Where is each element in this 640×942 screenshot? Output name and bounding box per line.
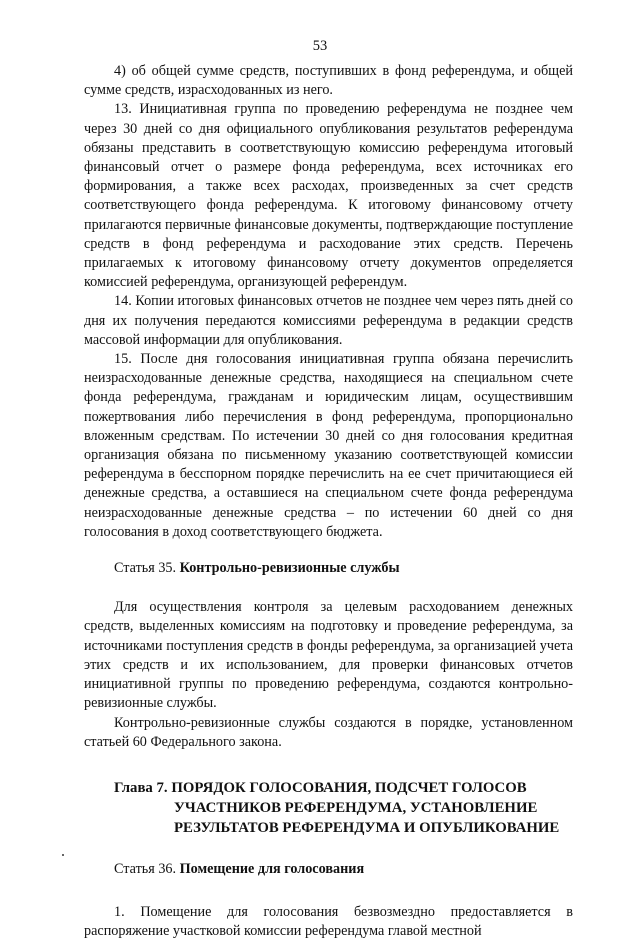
chapter-7-label: Глава 7. xyxy=(114,779,168,796)
paragraph-item-15: 15. После дня голосования инициативная группа обязана перечислить неизрасходованные денежные средства, находящиеся на специальном счете фонда референдума, гражданам и юридическим лицам, осуществившим пожертвования либо перечисления в фонд референдума, пропорционально вложенным средствам. По истечении 30 дней со дня голосования кредитная организация обязана по письменному указанию соответствующей комиссии референдума в бесспорном порядке перечислить на ее счет причитающиеся ей денежные средства, а оставшиеся на специальном счете фонда референдума неизрасходованные денежные средства – по истечении 60 дней со дня голосования в доход соответствующего бюджета. xyxy=(84,351,573,540)
chapter-7-heading xyxy=(84,778,573,838)
article-36-number: Статья 36. xyxy=(114,860,177,877)
scan-speck xyxy=(62,854,64,856)
chapter-7-title-line: РЕЗУЛЬТАТОВ РЕФЕРЕНДУМА И ОПУБЛИКОВАНИЕ xyxy=(174,819,560,836)
paragraph-item-4: 4) об общей сумме средств, поступивших в фонд референдума, и общей сумме средств, израсходованных из него. xyxy=(84,63,573,99)
article-36-heading xyxy=(84,860,573,879)
article-35-paragraph: Для осуществления контроля за целевым расходованием денежных средств, выделенных комиссиям на подготовку и проведение референдума, за источниками поступления средств в фонды референдума, за организацией учета этих средств и их использованием, для проверки финансовых отчетов инициативной группы по проведению референдума, создаются контрольно-ревизионные службы. xyxy=(84,599,573,712)
article-36-paragraph: 1. Помещение для голосования безвозмездно предоставляется в распоряжение участковой комиссии референдума главой местной xyxy=(84,904,573,940)
chapter-7-title-line: УЧАСТНИКОВ РЕФЕРЕНДУМА, УСТАНОВЛЕНИЕ xyxy=(174,799,538,816)
article-36-title: Помещение для голосования xyxy=(179,860,365,877)
paragraph-item-13: 13. Инициативная группа по проведению референдума не позднее чем через 30 дней со дня официального опубликования результатов референдума обязаны представить в соответствующую комиссию референдума итоговый финансовый отчет о размере фонда референдума, всех источниках его формирования, а также всех расходах, произведенных за счет средств соответствующего фонда референдума. К итоговому финансовому отчету прилагаются первичные финансовые документы, подтверждающие поступление средств в фонд референдума и расходование этих средств. Перечень прилагаемых к итоговому финансовому отчету документов определяется комиссией референдума, организующей референдум. xyxy=(84,101,573,291)
paragraph-item-14: 14. Копии итоговых финансовых отчетов не позднее чем через пять дней со дня их получения передаются комиссиями референдума в редакции средств массовой информации для опубликования. xyxy=(84,293,573,348)
article-35-title: Контрольно-ревизионные службы xyxy=(179,560,400,577)
article-35-paragraph: Контрольно-ревизионные службы создаются в порядке, установленном статьей 60 Федерального закона. xyxy=(84,714,573,750)
article-35-number: Статья 35. xyxy=(114,560,177,577)
page-number: 53 xyxy=(312,38,328,54)
chapter-7-title-line: ПОРЯДОК ГОЛОСОВАНИЯ, ПОДСЧЕТ ГОЛОСОВ xyxy=(171,779,527,796)
page-content xyxy=(84,62,573,942)
article-35-heading xyxy=(84,559,573,578)
